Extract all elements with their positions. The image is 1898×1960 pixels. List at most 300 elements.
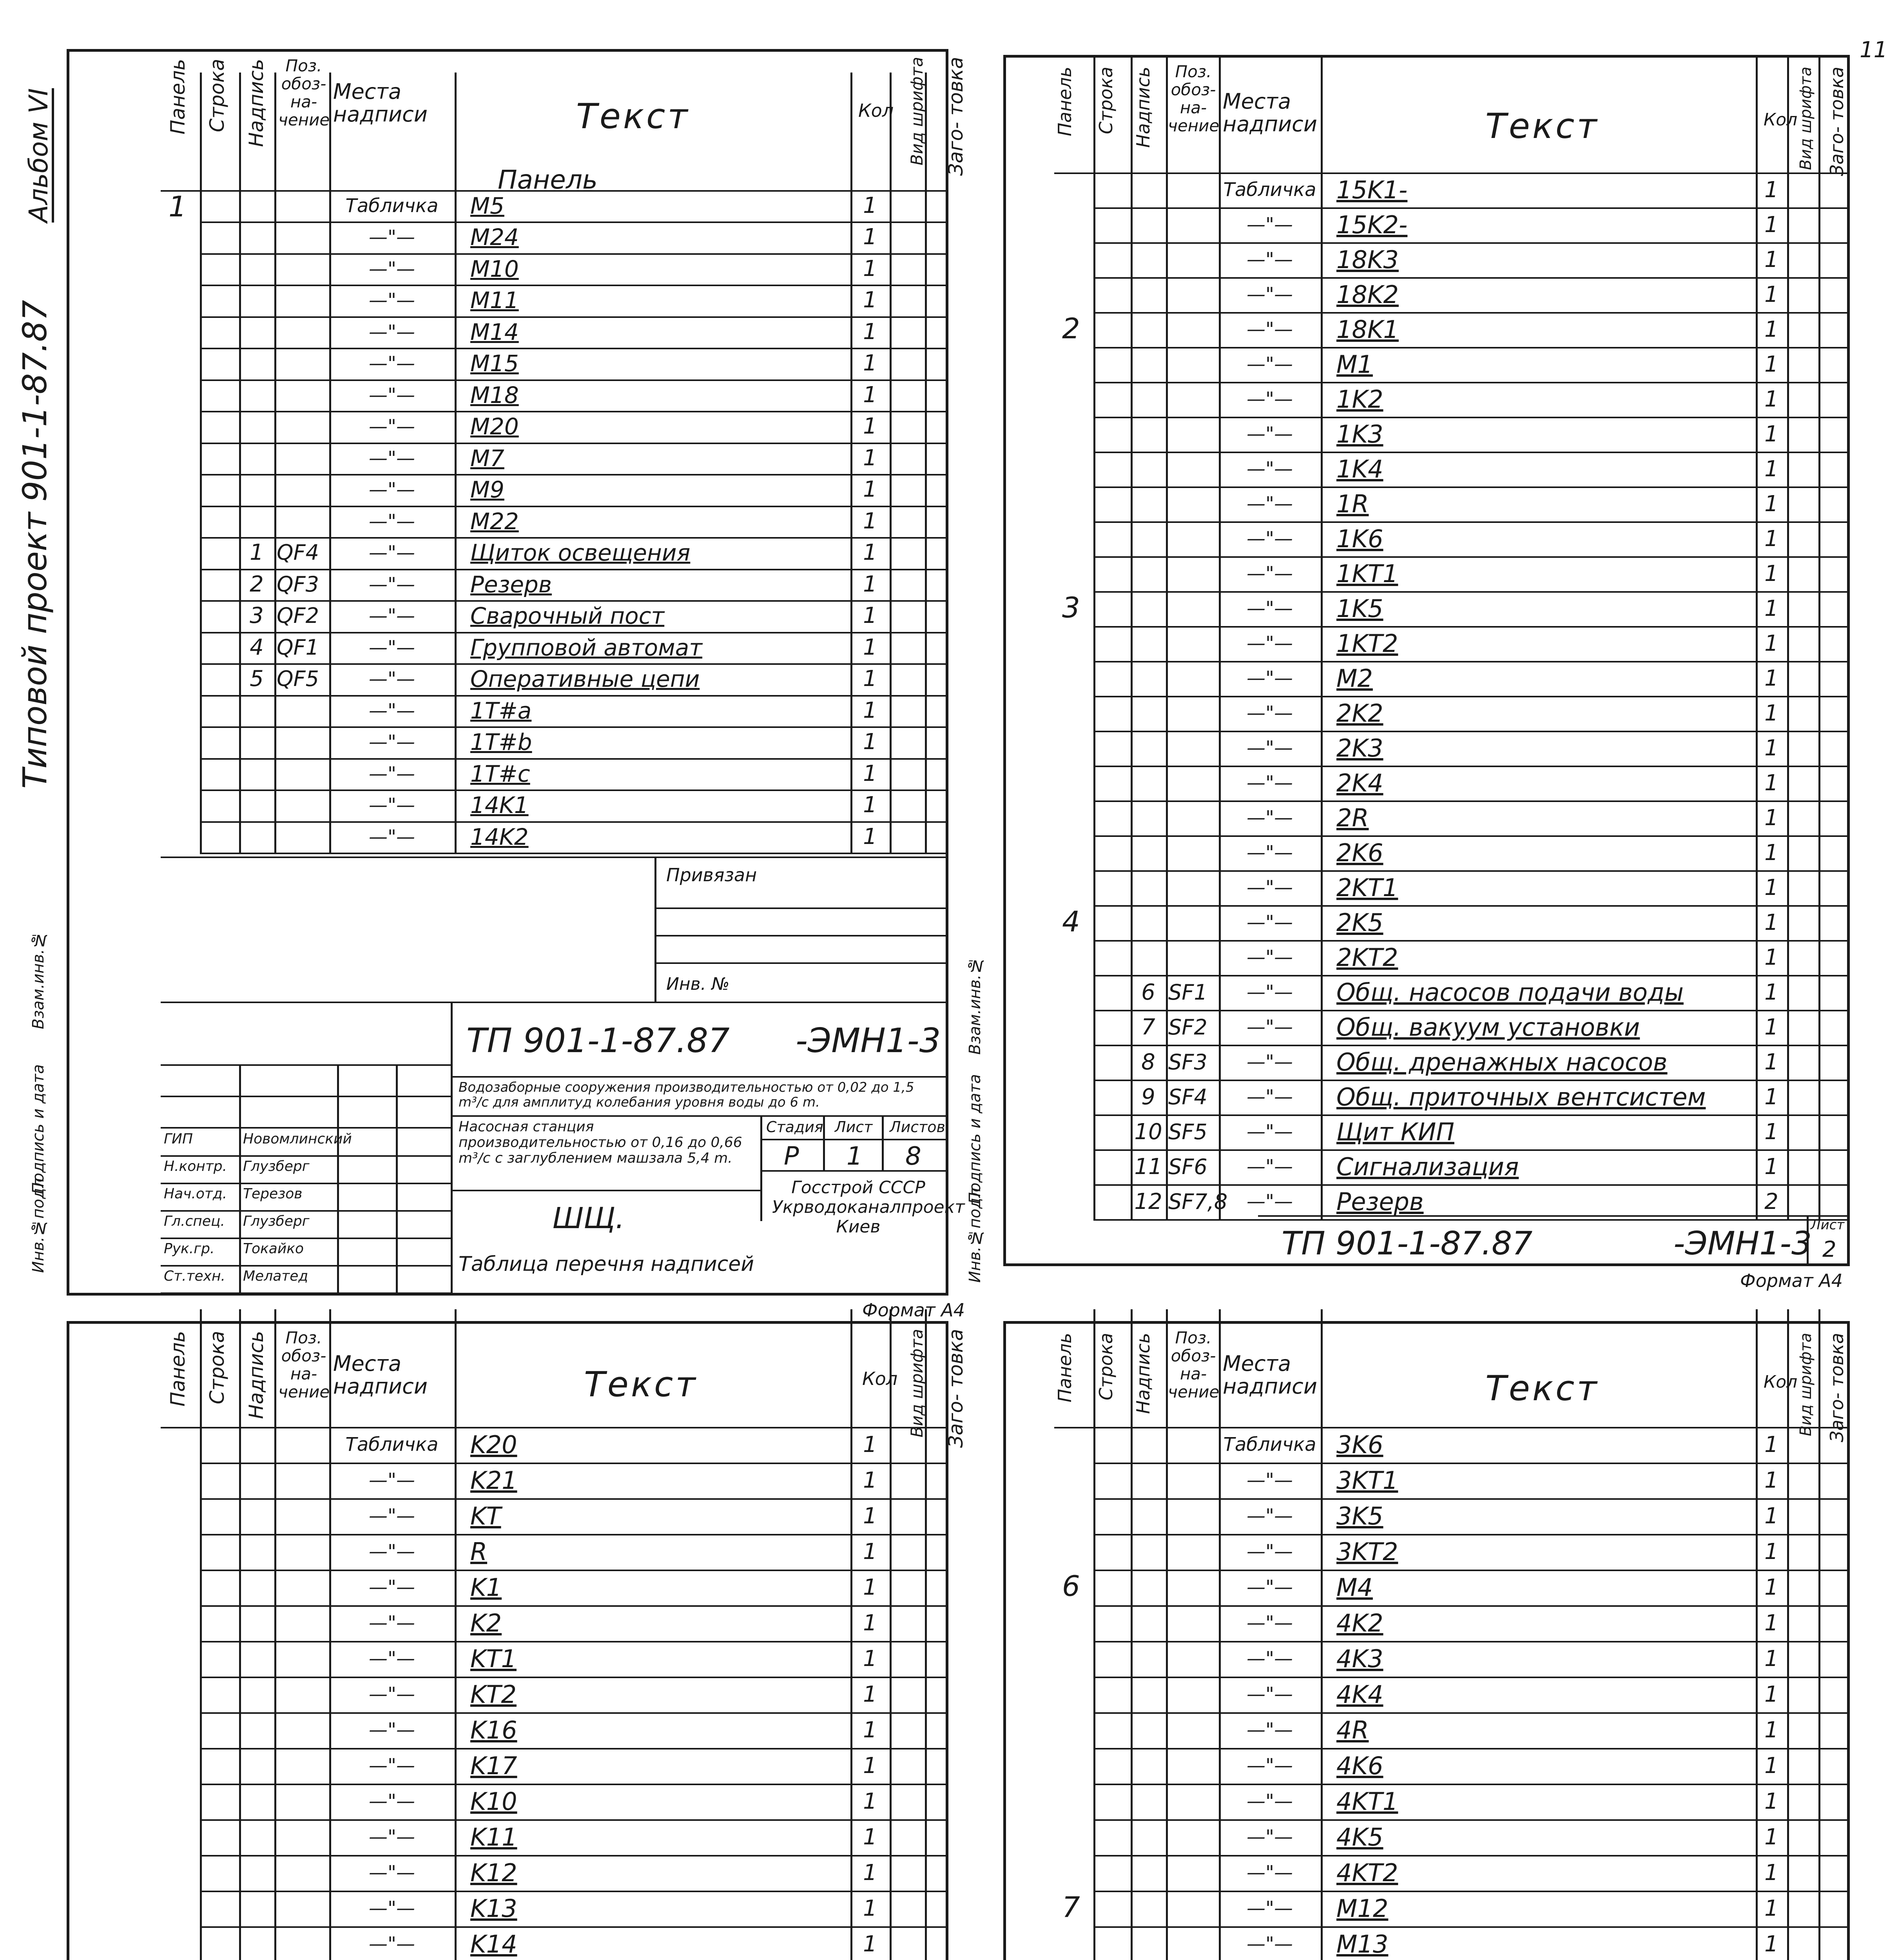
row-place: —"— [368,289,415,312]
row-nadpis-number [239,1605,274,1641]
row-place: —"— [1246,1862,1293,1884]
row-position-code [1166,172,1221,207]
row-position-code: SF2 [1168,1015,1207,1040]
row-place: —"— [368,731,415,753]
row-nadpis-number [1131,766,1166,800]
row-text: 4KT1 [1336,1787,1398,1816]
table-row [1054,1184,1822,1219]
table-row [1054,661,1822,696]
row-place: —"— [1246,563,1293,584]
row-text: 3KT2 [1336,1537,1398,1566]
row-position-code [1166,1855,1221,1891]
row-quantity: 1 [1764,1432,1778,1457]
row-text: Сигнализация [1336,1152,1519,1181]
row-place: —"— [1246,1469,1293,1491]
row-quantity: 1 [863,1753,877,1779]
row-place: Табличка [345,1434,439,1455]
table-row [161,1641,933,1677]
row-nadpis-number [1131,835,1166,870]
row-quantity: 1 [863,1717,877,1743]
row-position-code [1166,521,1221,556]
header-poz: Поз. обоз- на- чение [278,1328,330,1401]
sheet-3 [67,1321,967,1960]
row-text: 1T#b [470,729,532,756]
row-place: —"— [368,510,415,532]
row-nadpis-number [1131,277,1166,312]
table-row [1054,417,1822,452]
table-row [1054,1534,1822,1570]
stamp-person: Глузберг [243,1158,310,1174]
row-text: K20 [470,1430,517,1459]
row-position-code: SF6 [1168,1154,1207,1179]
header-kol: Кол [1764,110,1798,130]
row-place: —"— [368,226,415,249]
row-text: 4K6 [1336,1751,1383,1780]
row-nadpis-number [239,221,274,253]
page-number: 11 [1860,37,1888,63]
row-nadpis-number [1131,347,1166,382]
row-nadpis-number [1131,731,1166,766]
row-place: —"— [1246,1897,1293,1919]
row-quantity: 1 [1764,666,1778,691]
stamp-role: Рук.гр. [164,1241,215,1257]
row-position-code: QF3 [277,572,319,597]
header-kol: Кол [1764,1372,1798,1392]
row-nadpis-number [1131,486,1166,521]
format-label: Формат А4 [862,1299,965,1321]
row-nadpis-number [1131,1891,1166,1926]
row-place: —"— [368,636,415,659]
row-quantity: 1 [863,445,877,471]
row-text: 1K5 [1336,594,1383,623]
row-text: М5 [470,192,504,219]
row-position-code [1166,1819,1221,1855]
row-quantity: 1 [863,540,877,566]
row-text: M12 [1336,1894,1389,1923]
row-quantity: 1 [863,1931,877,1957]
row-quantity: 1 [1764,945,1778,970]
row-position-code [274,1926,332,1960]
row-quantity: 1 [863,1432,877,1457]
row-nadpis-number [1131,1427,1166,1463]
row-position-code [1166,277,1221,312]
row-nadpis-number [1131,1819,1166,1855]
row-position-code [274,348,332,379]
table-row [1054,1784,1822,1819]
row-nadpis-number [239,474,274,505]
header-panel: Панель [1054,67,1075,136]
row-quantity: 1 [1764,1154,1778,1180]
table-row [1054,1605,1822,1641]
row-place: —"— [368,1648,415,1670]
row-place: —"— [368,1755,415,1777]
table-row [161,821,933,853]
row-quantity: 1 [1764,561,1778,586]
row-place: Табличка [1223,1434,1316,1455]
header-zag: Заго- товка [944,57,967,176]
row-quantity: 1 [1764,421,1778,447]
table-row [161,443,933,474]
table-header [161,49,967,176]
row-quantity: 1 [1764,1753,1778,1779]
row-position-code [1166,1641,1221,1677]
header-stroka: Строка [206,59,228,132]
row-position-code [274,1784,332,1819]
stamp-person: Новомлинский [243,1131,352,1147]
row-text: М2 [1336,664,1373,693]
stamp-title1: Водозаборные сооружения производительностью от 0,02 до 1,5 m³/c для амплитуд колебания уровня воды до 6 m. [459,1080,914,1110]
row-nadpis-number [1131,905,1166,940]
row-place: —"— [1246,946,1293,968]
table-row [161,1748,933,1784]
row-nadpis-number [1131,626,1166,661]
row-nadpis-number [1131,1463,1166,1498]
stadia-value: Р [784,1142,799,1171]
row-position-code [1166,800,1221,835]
row-quantity: 1 [1764,770,1778,796]
row-position-code [274,1712,332,1748]
row-text: М9 [470,476,504,503]
row-quantity: 1 [863,666,877,692]
row-text: 1K4 [1336,455,1383,483]
row-place: —"— [1246,842,1293,864]
row-quantity: 1 [1764,1119,1778,1145]
row-quantity: 1 [863,256,877,281]
table-row [1054,1427,1822,1463]
header-mesto: Места надписи [1223,1351,1317,1399]
list-header: Лист [1811,1217,1845,1233]
row-nadpis-number [239,1926,274,1960]
row-place: —"— [368,1541,415,1563]
row-text: M4 [1336,1573,1373,1602]
stadia-header: Стадия [766,1118,823,1136]
row-text: 1R [1336,490,1369,518]
row-nadpis-number [239,1570,274,1605]
row-text: 4K5 [1336,1823,1383,1851]
row-position-code [274,316,332,348]
row-place: —"— [1246,1576,1293,1598]
table-row [1054,835,1822,870]
inv-no-label: Инв. № [666,974,730,994]
stamp-role: Гл.спец. [164,1213,225,1229]
row-quantity: 1 [863,382,877,408]
header-stroka: Строка [206,1331,228,1405]
row-quantity: 1 [1764,282,1778,307]
row-nadpis-number [239,1463,274,1498]
row-text: 4K4 [1336,1680,1383,1709]
row-place: —"— [1246,318,1293,340]
row-place: —"— [1246,1121,1293,1143]
table-row [161,537,933,568]
row-nadpis-number [239,1712,274,1748]
row-place: —"— [1246,283,1293,305]
row-position-code [1166,661,1221,696]
podpis-data-label: Подпись и дата [29,1064,47,1194]
row-place: —"— [368,1505,415,1527]
row-nadpis-number [239,506,274,537]
row-quantity: 1 [863,1539,877,1564]
row-quantity: 1 [863,571,877,597]
row-position-code [274,221,332,253]
table-row [1054,347,1822,382]
table-row [1054,1114,1822,1149]
row-text: 15K1- [1336,176,1408,204]
row-text: Сварочный пост [470,603,665,630]
row-position-code [274,1463,332,1498]
row-quantity: 1 [1764,980,1778,1005]
row-nadpis-number [1131,556,1166,591]
row-nadpis-number [1131,312,1166,347]
row-position-code: SF1 [1168,980,1207,1005]
header-mesto: Места надписи [333,79,428,127]
row-quantity: 1 [863,508,877,534]
header-nadpis: Надпись [1133,67,1154,148]
row-place: —"— [1246,981,1293,1003]
row-quantity: 1 [1764,387,1778,412]
row-nadpis-number [1131,800,1166,835]
row-place: —"— [368,699,415,722]
row-nadpis-number [239,1534,274,1570]
row-nadpis-number [1131,382,1166,417]
row-nadpis-number [1131,1605,1166,1641]
row-nadpis-number [1131,1926,1166,1960]
table-row [161,695,933,726]
row-quantity: 1 [1764,840,1778,866]
row-place: —"— [368,826,415,848]
row-place: —"— [368,384,415,406]
row-text: Оперативные цепи [470,666,700,693]
row-text: 18K2 [1336,280,1399,309]
row-quantity: 1 [1764,1084,1778,1110]
row-place: —"— [1246,1156,1293,1178]
row-quantity: 1 [1764,1717,1778,1743]
row-text: 2K4 [1336,769,1383,797]
row-quantity: 1 [1764,1014,1778,1040]
row-position-code [1166,486,1221,521]
table-row [161,411,933,442]
row-position-code: QF1 [277,635,319,660]
row-quantity: 1 [863,319,877,345]
row-place: —"— [1246,737,1293,759]
row-position-code [1166,1926,1221,1960]
row-text: Резерв [470,571,552,598]
row-place: —"— [368,1612,415,1634]
row-text: Щиток освещения [470,539,691,566]
stamp-person: Мелатед [243,1268,308,1284]
row-place: —"— [368,1826,415,1848]
row-text: K21 [470,1466,517,1495]
row-place: —"— [1246,1086,1293,1108]
stamp-row-divider [161,1292,451,1294]
row-quantity: 1 [1764,1610,1778,1636]
row-position-code: QF2 [277,603,319,628]
table-row [161,1819,933,1855]
row-text: 15K2- [1336,211,1408,239]
row-place: —"— [1246,388,1293,410]
row-nadpis-number: 9 [1141,1084,1155,1110]
row-nadpis-number [239,190,274,221]
row-quantity: 1 [863,634,877,660]
table-row [161,1891,933,1926]
header-panel: Панель [167,59,189,135]
row-nadpis-number [1131,207,1166,242]
sheet-4 [1003,1321,1850,1960]
header-mesto: Места надписи [333,1351,428,1399]
sheet-2 [966,55,1850,1291]
row-place: —"— [1246,911,1293,933]
row-nadpis-number: 8 [1141,1049,1155,1075]
row-nadpis-number: 3 [250,603,264,629]
list-value: 2 [1822,1237,1836,1262]
header-text: Текст [1485,106,1599,146]
row-nadpis-number [1131,661,1166,696]
row-text: Общ. приточных вентсистем [1336,1083,1706,1111]
header-zag: Заго- товка [1826,67,1847,176]
row-quantity: 1 [863,193,877,218]
row-position-code [274,474,332,505]
row-quantity: 1 [863,1860,877,1886]
stamp-title2: Насосная станция производительностью от 0,16 до 0,66 m³/c с заглублением машзала 5,4 m. [459,1119,742,1166]
table-row [161,1570,933,1605]
table-row [1054,591,1822,626]
row-position-code [274,443,332,474]
table-row [1054,1819,1822,1855]
row-text: 14K1 [470,792,529,819]
row-place: —"— [1246,458,1293,480]
table-row [1054,870,1822,905]
row-place: —"— [1246,528,1293,550]
row-text: М22 [470,508,519,535]
row-nadpis-number [239,411,274,442]
table-row [161,1605,933,1641]
row-text: М14 [470,318,519,345]
table-row [161,1712,933,1748]
title-block [1258,1215,1850,1266]
header-nadpis: Надпись [245,59,268,147]
stamp-org: Госстрой СССР Укрводоканалпроект Киев [772,1178,965,1237]
row-text: 3K6 [1336,1430,1383,1459]
inv-podl-label: Инв.№подл [29,1178,47,1273]
row-quantity: 1 [1764,1931,1778,1957]
row-quantity: 1 [863,1575,877,1600]
row-text: K1 [470,1573,502,1602]
table-header [1054,55,1850,176]
row-place: —"— [1246,772,1293,794]
row-nadpis-number [239,1819,274,1855]
row-text: K12 [470,1858,517,1887]
table-header [1054,1321,1850,1443]
header-vid: Вид шрифта [907,57,926,165]
row-text: R [470,1537,488,1566]
table-row [1054,1463,1822,1498]
table-row [1054,1855,1822,1891]
podpis-data-label-2: Подпись и дата [966,1074,984,1204]
stamp-name2: Таблица перечня надписей [459,1252,754,1276]
table-row [1054,1080,1822,1114]
table-row [161,506,933,537]
row-nadpis-number [1131,1855,1166,1891]
row-text: K16 [470,1716,517,1744]
row-text: 1K6 [1336,524,1383,553]
table-row [1054,1149,1822,1184]
listov-value: 8 [905,1142,921,1171]
table-row [1054,1045,1822,1080]
row-text: Общ. насосов подачи воды [1336,978,1684,1007]
row-position-code [1166,835,1221,870]
row-text: 1KT2 [1336,629,1398,658]
row-position-code [1166,1712,1221,1748]
table-row [1054,312,1822,347]
format-label: Формат А4 [1740,1270,1843,1291]
row-position-code [1166,417,1221,452]
row-quantity: 1 [1764,212,1778,238]
panel-number: 2 [1062,312,1080,345]
row-nadpis-number [239,695,274,726]
row-nadpis-number [239,1891,274,1926]
row-text: Резерв [1336,1187,1424,1216]
row-quantity: 1 [863,477,877,503]
row-quantity: 1 [1764,317,1778,342]
row-position-code [274,1891,332,1926]
row-text: 1T#c [470,760,530,787]
row-quantity: 1 [863,729,877,755]
row-quantity: 1 [863,350,877,376]
table-row [1054,556,1822,591]
table-body [161,190,933,853]
row-quantity: 1 [863,760,877,786]
row-place: —"— [1246,1016,1293,1038]
row-position-code [1166,452,1221,486]
stamp-role: Ст.техн. [164,1268,225,1284]
row-nadpis-number [239,253,274,285]
table-row [1054,1498,1822,1534]
table-body [161,1427,933,1960]
row-text: Групповой автомат [470,634,703,661]
row-quantity: 1 [1764,701,1778,726]
list-header: Лист [835,1118,873,1136]
row-quantity: 1 [1764,352,1778,377]
row-position-code [1166,1427,1221,1463]
row-quantity: 1 [1764,1539,1778,1564]
row-place: —"— [1246,1612,1293,1634]
stamp-code: ТП 901-1-87.87 [466,1021,730,1060]
table-row [161,348,933,379]
row-text: 4KT2 [1336,1858,1398,1887]
row-position-code [1166,1498,1221,1534]
stamp-row-divider [161,1210,451,1212]
table-row [161,379,933,411]
inv-podl-label-2: Инв.№подл [966,1188,984,1283]
row-nadpis-number [1131,1712,1166,1748]
row-place: —"— [1246,214,1293,236]
row-position-code [274,1641,332,1677]
row-text: K11 [470,1823,517,1851]
row-text: 14K2 [470,823,529,850]
row-place: —"— [368,573,415,595]
row-position-code [1166,731,1221,766]
stamp-role: Н.контр. [164,1158,227,1174]
row-place: —"— [368,416,415,438]
row-nadpis-number [1131,1641,1166,1677]
row-text: М10 [470,255,519,282]
header-panel: Панель [167,1331,189,1407]
row-position-code [1166,556,1221,591]
row-quantity: 1 [1764,910,1778,935]
sheet-1 [16,49,967,1321]
stamp-person: Глузберг [243,1213,310,1229]
row-place: —"— [368,258,415,280]
row-text: KT2 [470,1680,517,1709]
